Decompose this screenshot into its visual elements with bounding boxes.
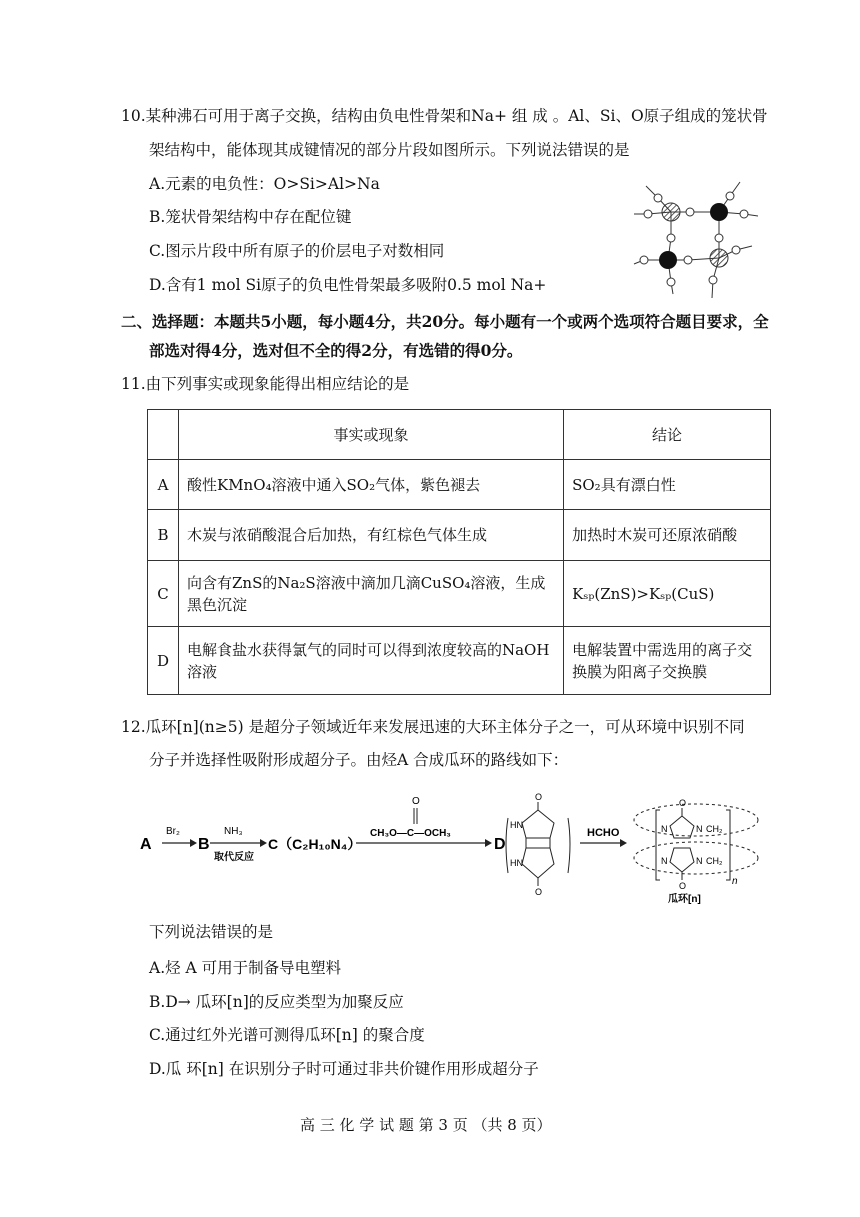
product-n-bottom-right: N: [696, 856, 703, 866]
row-conclusion: Kₛₚ(ZnS)>Kₛₚ(CuS): [564, 561, 771, 627]
row-fact: 酸性KMnO₄溶液中通入SO₂气体，紫色褪去: [178, 460, 563, 510]
table-header-fact: 事实或现象: [178, 410, 563, 460]
row-label: D: [148, 627, 179, 695]
product-ch2-bottom: CH₂: [706, 856, 723, 866]
q12-option-a: A.烃 A 可用于制备导电塑料: [149, 959, 342, 977]
section-2-heading-line2: 部选对得4分，选对但不全的得2分，有选错的得0分。: [149, 341, 523, 360]
q10-option-a: A.元素的电负性：O>Si>Al>Na: [149, 175, 380, 193]
table-row: [148, 510, 771, 561]
d-nh-top-left: HN: [510, 820, 523, 830]
q11-stem: 11.由下列事实或现象能得出相应结论的是: [121, 375, 410, 393]
q10-option-d: D.含有1 mol Si原子的负电性骨架最多吸附0.5 mol Na+: [149, 276, 547, 294]
table-row: [148, 460, 771, 510]
product-n-subscript: n: [732, 876, 738, 887]
q10-stem-line1: 10.某种沸石可用于离子交换，结构由负电性骨架和Na+ 组 成 。Al、Si、O原子组成的笼状骨: [121, 107, 768, 125]
q12-stem-line2: 分子并选择性吸附形成超分子。由烃A 合成瓜环的路线如下：: [149, 751, 569, 769]
scheme-d: D: [494, 836, 506, 853]
row-fact: 向含有ZnS的Na₂S溶液中滴加几滴CuSO₄溶液，生成黑色沉淀: [178, 561, 563, 627]
scheme-carbonate-reagent: CH₃O—C—OCH₃: [370, 828, 451, 839]
q11-facts-table: [147, 409, 771, 695]
q10-option-c: C.图示片段中所有原子的价层电子对数相同: [149, 242, 445, 260]
scheme-a: A: [140, 836, 152, 853]
product-n-bottom-left: N: [661, 856, 668, 866]
row-fact: 电解食盐水获得氯气的同时可以得到浓度较高的NaOH溶液: [178, 627, 563, 695]
product-top-o: O: [679, 798, 687, 808]
synthesis-route-scheme: [140, 788, 790, 908]
table-header-row: [148, 410, 771, 460]
q12-option-c: C.通过红外光谱可测得瓜环[n] 的聚合度: [149, 1026, 425, 1044]
row-fact: 木炭与浓硝酸混合后加热，有红棕色气体生成: [178, 510, 563, 561]
row-conclusion: 加热时木炭可还原浓硝酸: [564, 510, 771, 561]
product-bottom-o: O: [679, 881, 687, 891]
table-row: [148, 561, 771, 627]
d-bottom-o: O: [535, 887, 543, 897]
q10-stem-line2: 架结构中，能体现其成键情况的部分片段如图所示。下列说法错误的是: [149, 141, 630, 159]
table-header-label: [148, 410, 179, 460]
d-top-o: O: [535, 792, 543, 802]
zeolite-fragment-figure: [628, 168, 788, 304]
q12-option-b: B.D→ 瓜环[n]的反应类型为加聚反应: [149, 993, 404, 1011]
d-nh-bottom-left: HN: [510, 858, 523, 868]
product-ch2-top: CH₂: [706, 824, 723, 834]
section-2-heading-line1: 二、选择题：本题共5小题，每小题4分，共20分。每小题有一个或两个选项符合题目要求，全: [121, 312, 769, 331]
product-n-top-right: N: [696, 824, 703, 834]
table-row: [148, 627, 771, 695]
row-label: B: [148, 510, 179, 561]
scheme-c: C（C₂H₁₀N₄）: [268, 836, 362, 852]
row-conclusion: 电解装置中需选用的离子交换膜为阳离子交换膜: [564, 627, 771, 695]
q12-prompt: 下列说法错误的是: [149, 923, 274, 941]
scheme-b: B: [198, 836, 210, 853]
scheme-br2: Br₂: [166, 826, 180, 837]
row-conclusion: SO₂具有漂白性: [564, 460, 771, 510]
scheme-hcho: HCHO: [587, 827, 620, 839]
product-n-top-left: N: [661, 824, 668, 834]
q10-option-b: B.笼状骨架结构中存在配位键: [149, 208, 352, 226]
product-name: 瓜环[n]: [668, 894, 701, 905]
scheme-substitution-label: 取代反应: [214, 852, 254, 863]
q12-option-d: D.瓜 环[n] 在识别分子时可通过非共价键作用形成超分子: [149, 1060, 539, 1078]
scheme-nh3: NH₃: [224, 826, 243, 837]
q12-stem-line1: 12.瓜环[n](n≥5) 是超分子领域近年来发展迅速的大环主体分子之一，可从环境中识别不同: [121, 718, 745, 736]
row-label: C: [148, 561, 179, 627]
scheme-carbonyl-o: O: [412, 796, 420, 807]
table-header-conclusion: 结论: [564, 410, 771, 460]
page-footer: 高 三 化 学 试 题 第 3 页 （共 8 页）: [300, 1116, 552, 1134]
row-label: A: [148, 460, 179, 510]
